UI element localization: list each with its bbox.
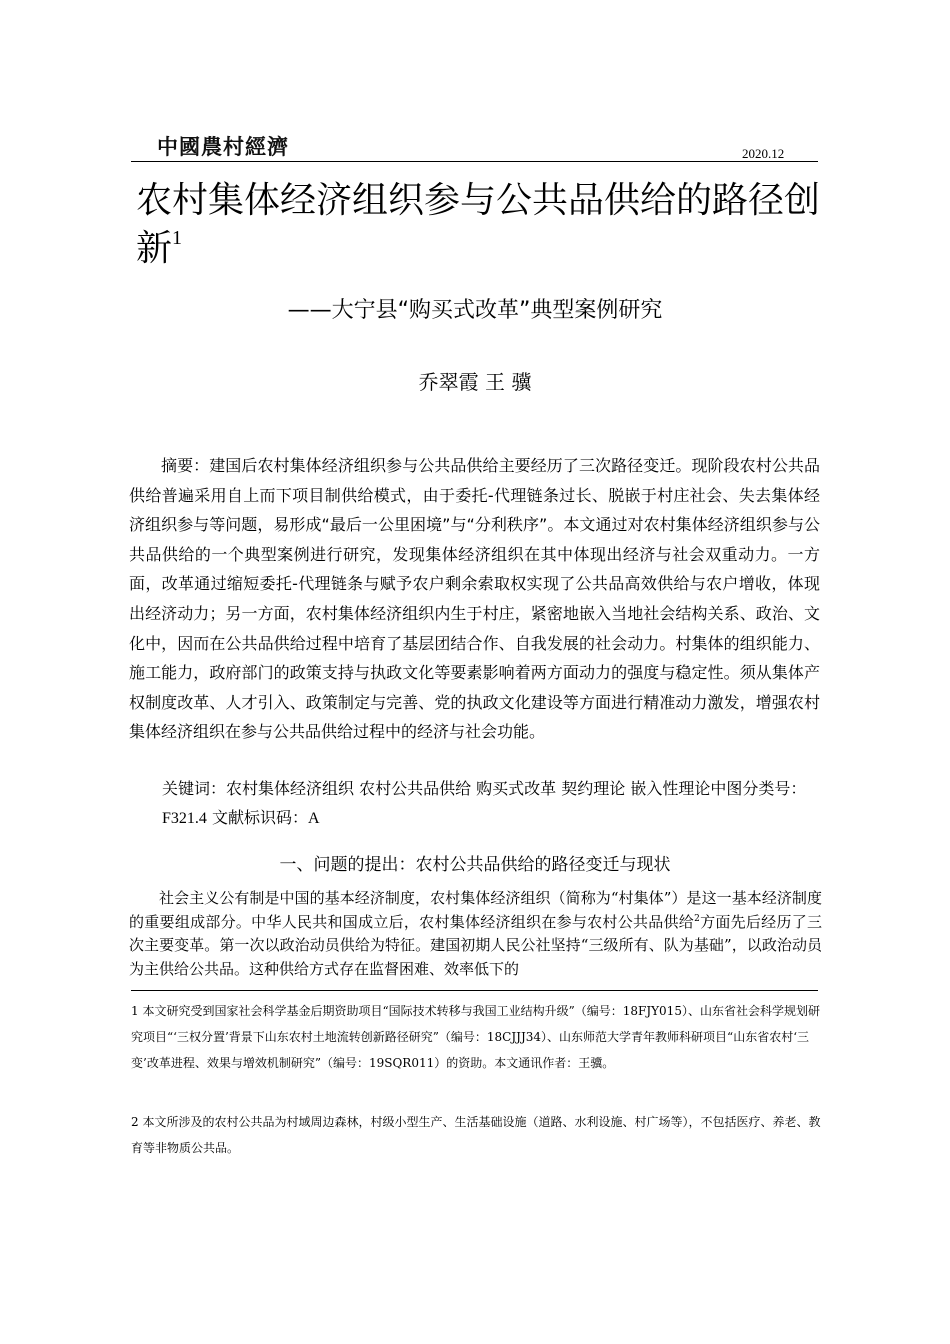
footnote-rule (131, 990, 818, 991)
article-title (136, 177, 826, 273)
title-note-marker: 1 (172, 227, 183, 249)
doc-code-label: 文献标识码： (212, 808, 309, 827)
authors: 乔翠霞 王 骥 (418, 370, 532, 394)
abstract: 摘要：建国后农村集体经济组织参与公共品供给主要经历了三次路径变迁。现阶段农村公共品供给普遍采用自上而下项目制供给模式，由于委托-代理链条过长、脱嵌于村庄社会、失去集体经济组织参与等问题，易形成“最后一公里困境”与“分利秩序”。本文通过对农村集体经济组织参与公共品供给的一个典型案例进行研究，发现集体经济组织在其中体现出经济与社会双重动力。一方面，改革通过缩短委托-代理链条与赋予农户剩余索取权实现了公共品高效供给与农户增收，体现出经济动力；另一方面，农村集体经济组织内生于村庄，紧密地嵌入当地社会结构关系、政治、文化中，因而在公共品供给过程中培育了基层团结合作、自我发展的社会动力。村集体的组织能力、施工能力，政府部门的政策支持与执政文化等要素影响着两方面动力的强度与稳定性。须从集体产权制度改革、人才引入、政策制定与完善、党的执政文化建设等方面进行精准动力激发，增强农村集体经济组织在参与公共品供给过程中的经济与社会功能。 (129, 456, 820, 742)
body-text-part1: 社会主义公有制是中国的基本经济制度，农村集体经济组织（简称为“村集体”）是这一基本经济制度的重要组成部分。中华人民共和国成立后，农村集体经济组织在参与农村公共品供给 (129, 889, 822, 931)
body-paragraph (129, 887, 822, 981)
article-title-text: 农村集体经济组织参与公共品供给的路径创新 (136, 180, 821, 269)
issue-date: 2020.12 (742, 146, 785, 161)
doc-code: A (308, 810, 320, 827)
article-subtitle: ——大宁县“购买式改革”典型案例研究 (287, 298, 663, 323)
classification-line (162, 808, 320, 827)
footnote-2: 2 本文所涉及的农村公共品为村域周边森林，村级小型生产、生活基础设施（道路、水利设施、村广场等），不包括医疗、养老、教育等非物质公共品。 (131, 1115, 821, 1155)
classification-code: F321.4 (162, 810, 207, 827)
journal-logo: 中國農村經濟 (157, 134, 289, 159)
keywords-text: 关键词：农村集体经济组织 农村公共品供给 购买式改革 契约理论 嵌入性理论中图分类号： (162, 779, 807, 798)
footnote-1: 1 本文研究受到国家社会科学基金后期资助项目“国际技术转移与我国工业结构升级”（编号：18FJY015）、山东省社会科学规划研究项目“‘三权分置’背景下山东农村土地流转创新路径研究”（编号：18CJJJ34）、山东师范大学青年教师科研项目“山东省农村‘三变’改革进程、效果与增效机制研究”（编号：19SQR011）的资助。本文通讯作者：王骥。 (131, 1004, 820, 1070)
section-heading: 一、问题的提出：农村公共品供给的路径变迁与现状 (279, 855, 671, 875)
body-note-marker: 2 (694, 913, 700, 924)
keywords (162, 774, 827, 833)
header-rule (131, 161, 818, 162)
body-text-part2: 方面先后经历了三次主要变革。第一次以政治动员供给为特征。建国初期人民公社坚持“三级所有、队为基础”，以政治动员为主供给公共品。这种供给方式存在监督困难、效率低下的 (129, 912, 822, 978)
